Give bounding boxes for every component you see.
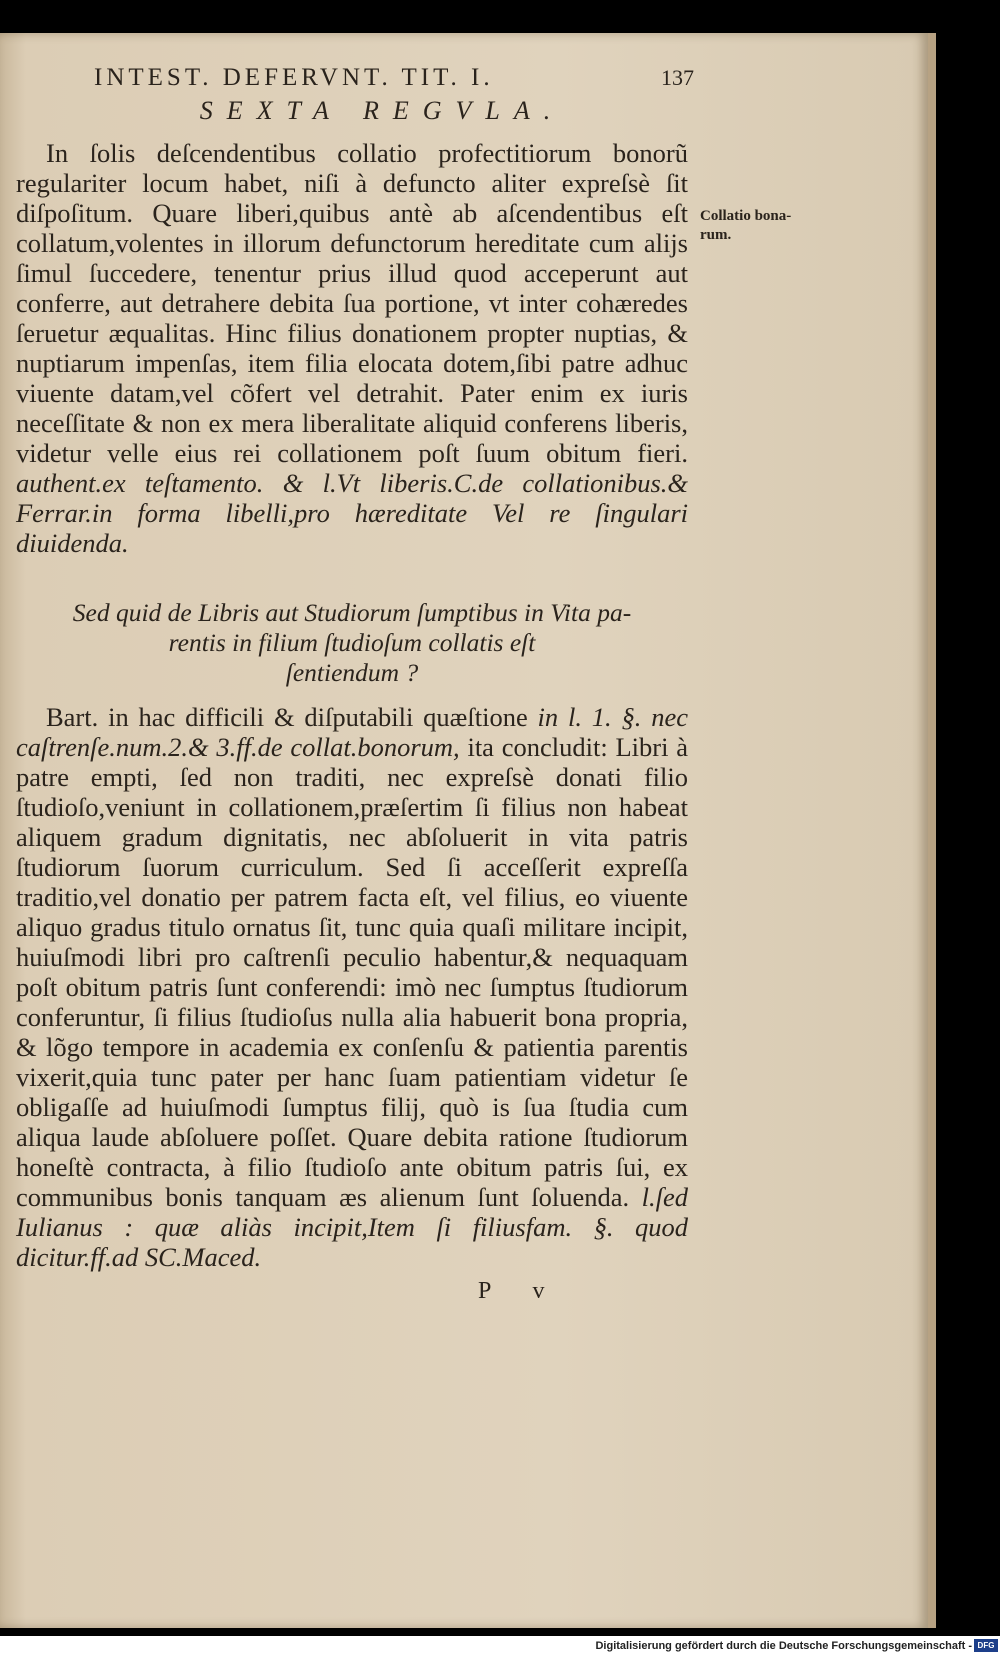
subheading-line-3: ſentiendum ? — [285, 658, 419, 687]
paragraph-1-text: In ſolis deſcendentibus collatio profectitiorum bonorũ regulariter locum habet, niſi à defuncto aliter expreſsè ſit diſpoſitum. Quare liberi,quibus antè ab aſcendentibus eſt collatum,volentes in illorum defunctorum hereditate cum alijs ſimul ſuccedere, tenentur prius illud quod acceperunt aut conferre, aut detrahere debita ſua portione, vt inter cohæredes ſeruetur æqualitas. Hinc filius donationem propter nuptias, & nuptiarum impenſas, item filia elocata dotem,ſibi patre adhuc viuente datam,vel cõfert vel detrahit. Pater enim ex iuris neceſſitate & non ex mera liberalitate aliquid conferens liberis, videtur velle eius rei collationem poſt ſuum obitum fieri. — [16, 138, 688, 468]
dfg-logo: DFG — [974, 1639, 998, 1652]
signature-mark: P v — [478, 1278, 563, 1304]
subheading — [16, 598, 688, 688]
running-head-title: INTEST. DEFERVNT. TIT. I. — [94, 64, 494, 91]
section-title: SEXTA REGVLA. — [199, 96, 565, 125]
paragraph-2 — [16, 702, 688, 1272]
paragraph-2-text: ita concludit: Libri à patre empti, ſed non traditi, nec expreſsè donati filio ſtudioſo,veniunt in collationem,præſertim ſi filius non habeat aliquem gradum dignitatis, nec abſoluerit in vita patris ſtudiorum ſuorum curriculum. Sed ſi acceſſerit expreſſa traditio,vel donatio per patrem facta eſt, vel filius, eo viuente aliquo gradus titulo ornatus ſit, tunc quia quaſi militare incipit, huiuſmodi libri pro caſtrenſi peculio habentur,& nequaquam poſt obitum patris ſunt conferendi: imò nec ſumptus ſtudiorum conferuntur, ſi filius ſtudioſus nulla alia habuerit bona propria, & lõgo tempore in academia ex conſenſu & patientia parentis vixerit,quia tunc pater per hanc ſuam patientiam videtur ſe obligaſſe ad huiuſmodi ſumptus filij, quò is ſua ſtudia cum aliqua laude abſoluere poſſet. Quare debita ratione ſtudiorum honeſtè contracta, à filio ſtudioſo ante obitum patris ſui, ex communibus bonis tanquam æs alienum ſunt ſoluenda. — [16, 732, 688, 1212]
running-head — [94, 64, 694, 92]
margin-note-line-2: rum. — [700, 227, 732, 243]
footer-credit: Digitalisierung gefördert durch die Deutsche Forschungsgemeinschaft - — [595, 1640, 972, 1652]
paragraph-1-citation: authent.ex teſtamento. & l.Vt liberis.C.de collationibus.& Ferrar.in forma libelli,pro hæreditate Vel re ſingulari diuidenda. — [16, 468, 688, 558]
paragraph-2-citation-1: in l. 1. §. nec caſtrenſe.num.2.& 3.ff.de collat.bonorum, — [16, 702, 689, 762]
page-content — [16, 64, 694, 1305]
paragraph-2-lead: Bart. in hac difficili & diſputabili quæſtione — [46, 702, 528, 732]
page-number: 137 — [661, 65, 694, 90]
digitization-footer — [0, 1636, 1000, 1656]
subheading-line-1: Sed quid de Libris aut Studiorum ſumptibus in Vita pa- — [72, 598, 632, 627]
paragraph-1 — [16, 138, 688, 558]
page-edge — [928, 33, 936, 1628]
margin-note — [700, 207, 840, 245]
subheading-line-2: rentis in filium ſtudioſum collatis eſt — [168, 628, 536, 657]
margin-note-line-1: Collatio bona- — [700, 208, 792, 224]
paragraph-2-citation-2: l.ſed Iulianus : quæ aliàs incipit,Item ſi filiusfam. §. quod dicitur.ff.ad SC.Maced. — [16, 1182, 688, 1272]
